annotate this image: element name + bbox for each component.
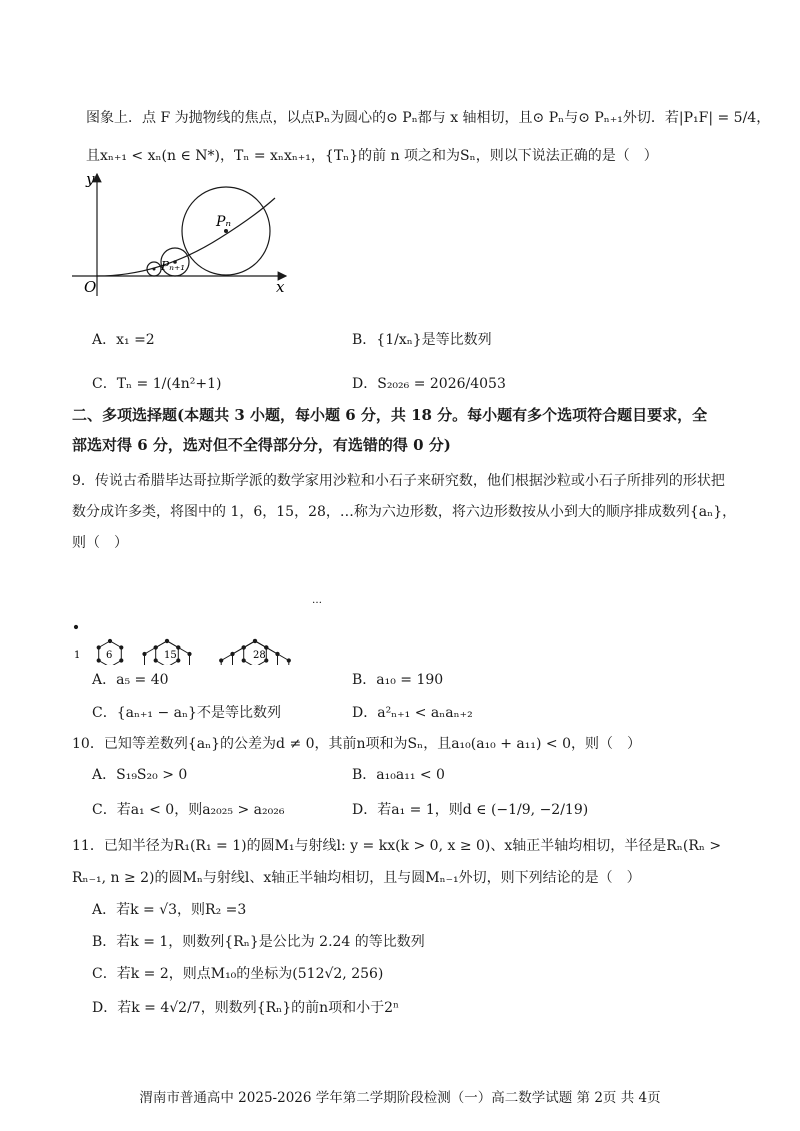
- q9-option-c: C．{aₙ₊₁ − aₙ}不是等比数列: [92, 705, 281, 721]
- hex-dot: [231, 652, 234, 655]
- hex-dot: [143, 652, 146, 655]
- q11-option-a: A．若k = √3，则R₂ =3: [92, 902, 247, 918]
- hexagonal-numbers-figure: [60, 555, 340, 665]
- q8-stem-line-2: 且xₙ₊₁ < xₙ(n ∈ N*)，Tₙ = xₙxₙ₊₁，{Tₙ}的前 n 项之和为Sₙ，则以下说法正确的是（ ）: [86, 148, 658, 164]
- hex-ellipsis: …: [312, 595, 322, 606]
- q9-stem-line-3: 则（ ）: [72, 535, 128, 551]
- hex-dot: [154, 646, 157, 649]
- hex-label-6: 6: [106, 650, 113, 661]
- q8-option-a: A．x₁ =2: [92, 332, 155, 348]
- parabola-figure: [70, 168, 300, 300]
- hex-dot: [165, 639, 168, 642]
- section-2-title-line-2: 部选对得 6 分，选对但不全得部分分，有选错的得 0 分): [72, 436, 451, 454]
- q11-option-c: C．若k = 2，则点M₁₀的坐标为(512√2, 256): [92, 966, 384, 982]
- hex-dot: [154, 659, 157, 662]
- hex-label-15: 15: [164, 650, 177, 661]
- hex-dot: [287, 659, 290, 662]
- page-footer: 渭南市普通高中 2025-2026 学年第二学期阶段检测（一）高二数学试题 第 2页 共 4页: [139, 1090, 661, 1106]
- hex-dot: [265, 646, 268, 649]
- hex-label-28: 28: [253, 650, 266, 661]
- q10-stem: 10．已知等差数列{aₙ}的公差为d ≠ 0，其前n项和为Sₙ，且a₁₀(a₁₀ + a₁₁) < 0，则（ ）: [72, 736, 642, 752]
- hex-dot: [242, 659, 245, 662]
- section-2-title-line-1: 二、多项选择题(本题共 3 小题，每小题 6 分，共 18 分。每小题有多个选项符合题目要求，全: [72, 406, 708, 424]
- hex-dot: [120, 646, 123, 649]
- q8-option-d: D．S₂₀₂₆ = 2026/4053: [352, 376, 506, 392]
- q10-option-a: A．S₁₉S₂₀ > 0: [92, 767, 188, 783]
- hex-dot: [220, 659, 223, 662]
- label-pn: Pₙ: [216, 214, 232, 230]
- hex-dot: [253, 639, 256, 642]
- hex-label-1: 1: [74, 650, 81, 661]
- hex-dot: [108, 639, 111, 642]
- hex-dot: [188, 652, 191, 655]
- hex-dot: [177, 659, 180, 662]
- q8-stem-line-1: 图象上．点 F 为抛物线的焦点，以点Pₙ为圆心的⊙ Pₙ都与 x 轴相切，且⊙ Pₙ与⊙ Pₙ₊₁外切．若|P₁F| = 5/4，: [86, 110, 771, 126]
- q11-stem-line-1: 11．已知半径为R₁(R₁ = 1)的圆M₁与射线l: y = kx(k > 0, x ≥ 0)、x轴正半轴均相切，半径是Rₙ(Rₙ >: [72, 838, 722, 854]
- q9-option-b: B．a₁₀ = 190: [352, 672, 444, 688]
- label-y: y: [86, 170, 95, 188]
- q9-stem-line-2: 数分成许多类，将图中的 1，6，15，28，…称为六边形数，将六边形数按从小到大的顺序排成数列{aₙ}，: [72, 504, 737, 520]
- point-small: [153, 268, 156, 271]
- q9-stem-line-1: 9．传说古希腊毕达哥拉斯学派的数学家用沙粒和小石子来研究数，他们根据沙粒或小石子所排列的形状把: [72, 473, 725, 489]
- hex-dot: [74, 625, 77, 628]
- q10-option-b: B．a₁₀a₁₁ < 0: [352, 767, 445, 783]
- q8-option-b: B．{1/xₙ}是等比数列: [352, 332, 492, 348]
- hex-dot: [120, 659, 123, 662]
- hex-dot: [97, 659, 100, 662]
- hex-dot: [177, 646, 180, 649]
- hex-dot: [276, 652, 279, 655]
- q11-option-d: D．若k = 4√2/7，则数列{Rₙ}的前n项和小于2ⁿ: [92, 1000, 400, 1016]
- q9-option-a: A．a₅ = 40: [92, 672, 169, 688]
- q11-stem-line-2: Rₙ₋₁, n ≥ 2)的圆Mₙ与射线l、x轴正半轴均相切，且与圆Mₙ₋₁外切，则下列结论的是（ ）: [72, 870, 641, 886]
- label-x: x: [276, 278, 285, 296]
- q9-option-d: D．a²ₙ₊₁ < aₙaₙ₊₂: [352, 705, 473, 721]
- label-origin: O: [84, 278, 97, 296]
- q8-option-c: C．Tₙ = 1/(4n²+1): [92, 376, 222, 392]
- label-pn1: Pₙ₊₁: [161, 259, 186, 273]
- hex-dot: [242, 646, 245, 649]
- q11-option-b: B．若k = 1，则数列{Rₙ}是公比为 2.24 的等比数列: [92, 934, 425, 950]
- q10-option-d: D．若a₁ = 1，则d ∈ (−1/9, −2/19): [352, 802, 589, 818]
- parabola-curve: [97, 198, 275, 276]
- hex-dot: [97, 646, 100, 649]
- q10-option-c: C．若a₁ < 0，则a₂₀₂₅ > a₂₀₂₆: [92, 802, 285, 818]
